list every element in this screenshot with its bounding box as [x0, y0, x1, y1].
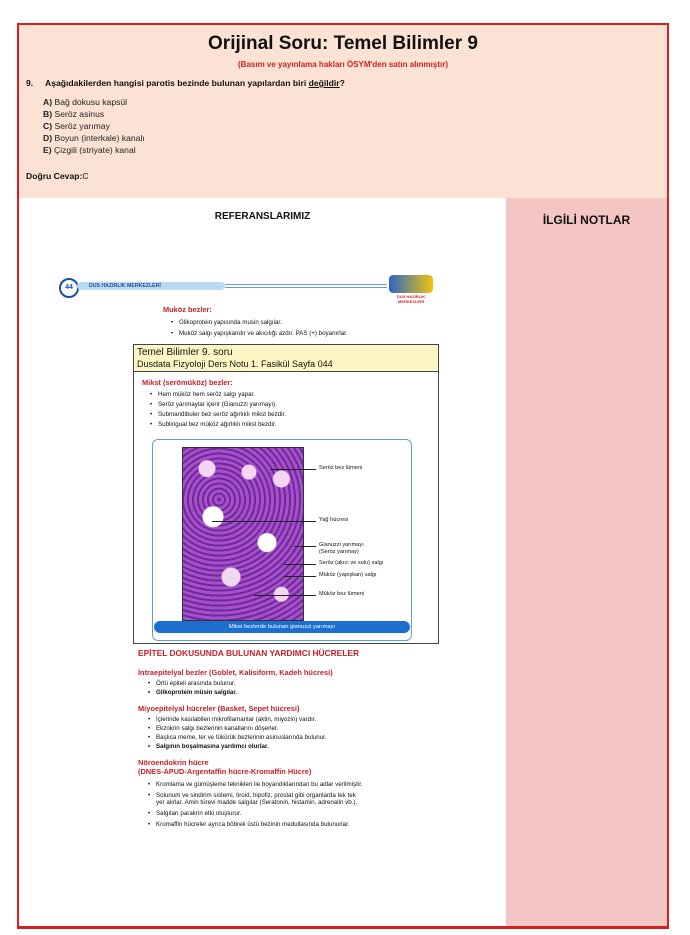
question-mark: ?: [339, 78, 345, 88]
notes-title: İLGİLİ NOTLAR: [542, 213, 631, 227]
source-box: [133, 344, 439, 644]
correct-answer: Doğru Cevap:C: [26, 171, 89, 181]
notes-panel: [506, 198, 667, 926]
source-header: [134, 345, 438, 372]
question-emphasis: değildir: [308, 78, 340, 88]
copyright-note: (Basım ve yayınlama hakları ÖSYM'den satın alınmıştır): [238, 60, 448, 69]
noro-title: Nöroendokrin hücre: [138, 758, 209, 767]
header-banner: DUS HAZIRLIK MERKEZLERİ: [77, 282, 225, 290]
mikst-section: [142, 378, 286, 428]
source-line-1: Temel Bilimler 9. soru: [137, 347, 233, 358]
mukoz-section: [163, 305, 348, 337]
list-item: • Sublingual bez müköz ağırlıklı mikst bezdir.: [148, 421, 286, 428]
epitel-section: [138, 648, 363, 828]
leader-line: [294, 546, 316, 547]
header-divider: [225, 287, 387, 288]
references-panel: [19, 198, 506, 926]
option-c: C) Seröz yarımay: [43, 121, 110, 131]
leader-line: [270, 469, 316, 470]
epitel-title: EPİTEL DOKUSUNDA BULUNAN YARDIMCI HÜCRELER: [138, 648, 360, 658]
list-item: • Muköz salgı yapışkandır ve akıcılığı azdır. PAS (+) boyanırlar.: [169, 330, 348, 337]
leader-line: [212, 521, 316, 522]
figure-label: Müköz bez lümeni: [319, 591, 365, 597]
references-title: REFERANSLARIMIZ: [214, 211, 311, 222]
option-b: B) Seröz asinus: [43, 109, 105, 119]
list-item-continued: yer alırlar. Amin türevi madde salgılar (Seratonin, histamin, adrenalin vb.).: [156, 799, 358, 806]
leader-line: [284, 564, 316, 565]
list-item: • Hem müköz hem seröz salgı yapar.: [148, 391, 286, 398]
list-item: • Başlıca meme, ter ve tükürük bezlerinin asinuslarında bulunur.: [146, 734, 363, 741]
header-divider: [225, 284, 387, 285]
list-item: • İçlerinde kasılabilen mikrofilamanlar (aktin, miyozin) vardır.: [146, 716, 363, 723]
list-item: • Seröz yarımaylar içerir (Gianuzzi yarımayı).: [148, 401, 286, 408]
list-item: • Submandibuler bez seröz ağırlıklı mikst bezdir.: [148, 411, 286, 418]
question-stem: Aşağıdakilerden hangisi parotis bezinde bulunan yapılardan biri: [45, 78, 309, 88]
option-d: D) Boyun (interkale) kanalı: [43, 133, 145, 143]
mikst-title: Mikst (serömüköz) bezler:: [142, 378, 233, 387]
source-line-2: Dusdata Fizyoloji Ders Notu 1. Fasikül Sayfa 044: [137, 359, 333, 369]
list-item: • Glikoprotein müsin salgılar.: [146, 689, 363, 696]
list-item: • Salgıları parakrin etki oluşturur.: [146, 810, 363, 817]
figure-label: Seröz bez lümeni: [319, 465, 363, 471]
figure-caption: Mikst bezlerde bulunan gianuzzi yarımayı: [154, 621, 410, 633]
question-section: [19, 25, 667, 198]
page-number: 44: [59, 278, 79, 298]
list-item: • Solunum ve sindirim sistemi, tiroid, hipofiz, prostat gibi organlarda tek tek: [146, 792, 363, 799]
leader-line: [284, 576, 316, 577]
list-item: • Örtü epiteli arasında bulunur.: [146, 680, 363, 687]
noro-subtitle: (DNES-APUD-Argentaffin hücre-Kromaffin Hücre): [138, 767, 312, 776]
page-title: Orijinal Soru: Temel Bilimler 9: [208, 33, 478, 54]
logo-subtitle: DUS HAZIRLIK MERKEZLERİ: [396, 294, 426, 304]
figure-label: Müköz (yapışkan) salgı: [319, 572, 377, 578]
reference-page-image: [59, 272, 454, 852]
figure-label: Yağ hücresi: [319, 517, 349, 523]
option-a: A) Bağ dokusu kapsül: [43, 97, 128, 107]
dusdata-logo: [389, 275, 433, 293]
list-item: • Kromaffin hücreler ayrıca böbrek üstü bezinin medullasında bulunurlar.: [146, 821, 363, 828]
figure-label: (Seröz yarımay): [319, 549, 359, 555]
question-number: 9.: [26, 78, 34, 88]
list-item: • Kromlama ve gümüşleme teknikleri ile boyandıklarından bu adlar verilmiştir.: [146, 781, 363, 788]
answer-options: [43, 96, 145, 156]
figure-label: Seröz (akıcı ve sulu) salgı: [319, 560, 384, 566]
option-e: E) Çizgili (striyate) kanal: [43, 145, 136, 155]
question-text: [26, 78, 345, 88]
list-item: • Glikoprotein yapısında musin salgılar.: [169, 319, 348, 326]
intra-title: İntraepitelyal bezler (Goblet, Kalisiform, Kadeh hücresi): [138, 668, 333, 677]
figure-label: Gianuzzi yarımayı: [319, 542, 364, 548]
mukoz-title: Muköz bezler:: [163, 305, 212, 314]
leader-line: [254, 595, 316, 596]
list-item: • Salgının boşalmasına yardımcı olurlar.: [146, 743, 363, 750]
list-item: • Ekzokrin salgı bezlerinin kanallarını döşerler.: [146, 725, 363, 732]
miyo-title: Miyoepitelyal hücreler (Basket, Sepet hücresi): [138, 704, 300, 713]
